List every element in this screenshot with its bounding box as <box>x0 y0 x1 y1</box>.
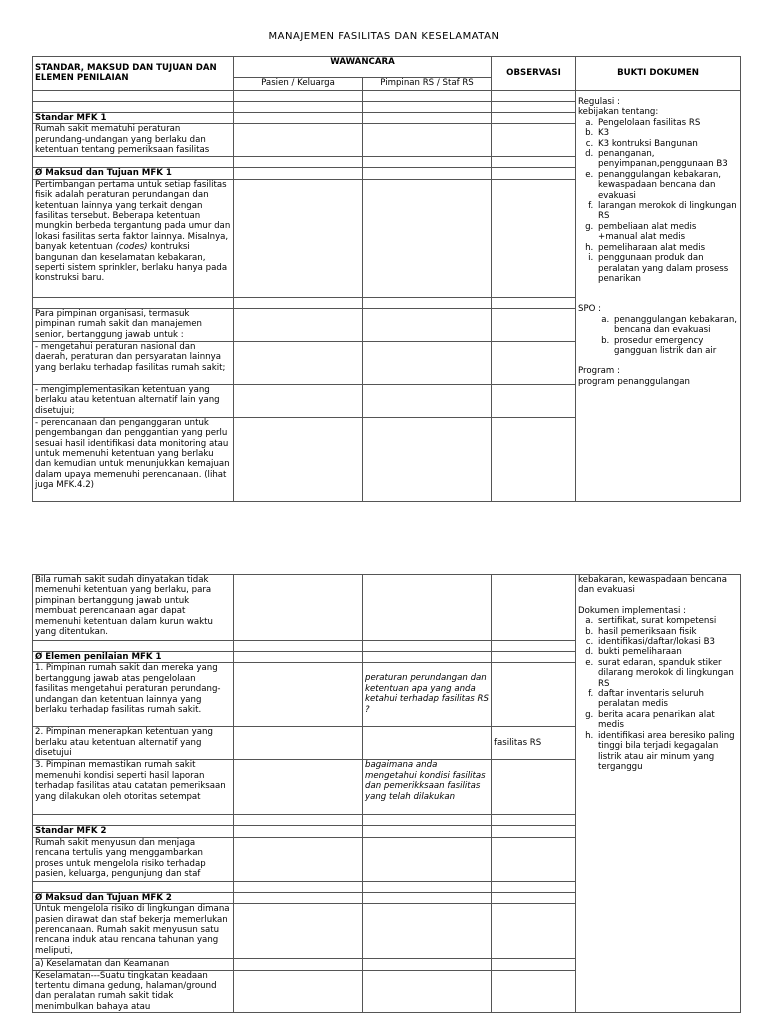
ep2-text: 2. Pimpinan menerapkan ketentuan yang berlaku atau ketentuan alternatif yang disetujui <box>33 727 234 760</box>
page2-table <box>32 574 741 1013</box>
standar-mfk2-text: Rumah sakit menyusun dan menjaga rencana tertulis yang menggambarkan proses untuk mengelola risiko terhadap pasien, keluarga, pengunjung dan staf <box>33 837 234 881</box>
list-item: c. identifikasi/daftar/lokasi B3 <box>596 637 738 647</box>
ep3-text: 3. Pimpinan memastikan rumah sakit memenuhi kondisi seperti hasil laporan terhadap fasilitas atau catatan pemeriksaan yang dilakukan oleh otoritas setempat <box>33 760 234 815</box>
maksud-mfk2-heading: Ø Maksud dan Tujuan MFK 2 <box>33 892 234 903</box>
kebijakan-list <box>578 118 738 285</box>
header-pasien: Pasien / Keluarga <box>234 78 363 91</box>
list-item: f. daftar inventaris seluruh peralatan medis <box>596 689 738 710</box>
para-pimpinan-text: Para pimpinan organisasi, termasuk pimpinan rumah sakit dan manajemen senior, bertanggung jawab untuk : <box>33 308 234 341</box>
list-item: a. penanggulangan kebakaran, bencana dan evakuasi <box>612 315 738 336</box>
maksud-mfk2-text: Untuk mengelola risiko di lingkungan dimana pasien dirawat dan staf bekerja memerlukan perencanaan. Rumah sakit menyusun satu rencana induk atau rencana tahunan yang meliputi, <box>33 904 234 959</box>
bukti-continued: kebakaran, kewaspadaan bencana dan evakuasi <box>578 575 727 596</box>
header-bukti: BUKTI DOKUMEN <box>576 57 741 91</box>
list-item: c. K3 kontruksi Bangunan <box>596 139 738 149</box>
list-item: b. prosedur emergency gangguan listrik dan air <box>612 336 738 357</box>
standar-mfk1-text: Rumah sakit mematuhi peraturan perundang-undangan yang berlaku dan ketentuan tentang pemeriksaan fasilitas <box>33 124 234 157</box>
list-item: f. larangan merokok di lingkungan RS <box>596 201 738 222</box>
header-pimpinan: Pimpinan RS / Staf RS <box>363 78 492 91</box>
bukti-dokumen-cell-2 <box>576 575 741 1013</box>
header-observasi: OBSERVASI <box>492 57 576 91</box>
list-item: b. hasil pemeriksaan fisik <box>596 627 738 637</box>
regulasi-label: Regulasi : <box>578 97 620 107</box>
program-text: program penanggulangan <box>578 376 690 387</box>
kebijakan-label: kebijakan tentang: <box>578 107 659 118</box>
standar-mfk2-heading: Standar MFK 2 <box>33 826 234 837</box>
spo-label: SPO : <box>578 304 602 315</box>
header-wawancara: WAWANCARA <box>234 57 492 78</box>
bila-text: Bila rumah sakit sudah dinyatakan tidak memenuhi ketentuan yang berlaku, para pimpinan bertanggung jawab untuk membuat perencanaan agar dapat memenuhi ketentuan dalam kurun waktu yang ditentukan. <box>33 575 234 641</box>
standar-mfk1-heading: Standar MFK 1 <box>33 113 234 124</box>
bukti-dokumen-cell <box>576 91 741 502</box>
list-item: h. pemeliharaan alat medis <box>596 243 738 253</box>
list-item: d. bukti pemeliharaan <box>596 647 738 657</box>
list-item: g. pembeliaan alat medis +manual alat medis <box>596 222 738 243</box>
list-item: d. penanganan, penyimpanan,penggunaan B3 <box>596 149 738 170</box>
ep1-text: 1. Pimpinan rumah sakit dan mereka yang bertanggung jawab atas pengelolaan fasilitas mengetahui peraturan perundang-undangan dan ketentuan lainnya yang berlaku terhadap fasilitas rumah sakit. <box>33 663 234 727</box>
dokumen-list <box>578 616 738 772</box>
list-item: i. penggunaan produk dan peralatan yang dalam prosess penarikan <box>596 253 738 284</box>
dash-item-1: - mengetahui peraturan nasional dan daerah, peraturan dan persyaratan lainnya yang berlaku terhadap fasilitas rumah sakit; <box>33 341 234 384</box>
dokumen-implementasi-label: Dokumen implementasi : <box>578 605 686 616</box>
page1-table <box>32 56 741 502</box>
program-label: Program : <box>578 366 620 377</box>
dash-item-2: - mengimplementasikan ketentuan yang berlaku atau ketentuan alternatif lain yang disetujui; <box>33 384 234 417</box>
maksud-mfk1-heading: Ø Maksud dan Tujuan MFK 1 <box>33 168 234 179</box>
ep1-wawancara: peraturan perundangan dan ketentuan apa yang anda ketahui terhadap fasilitas RS ? <box>363 663 492 727</box>
keselamatan-text: Keselamatan---Suatu tingkatan keadaan tertentu dimana gedung, halaman/ground dan peralatan rumah sakit tidak menimbulkan bahaya atau <box>33 970 234 1013</box>
elemen-mfk1-heading: Ø Elemen penilaian MFK 1 <box>33 652 234 663</box>
list-item: e. penanggulangan kebakaran, kewaspadaan bencana dan evakuasi <box>596 170 738 201</box>
item-a-text: a) Keselamatan dan Keamanan <box>33 959 234 970</box>
ep2-observasi: fasilitas RS <box>492 727 576 760</box>
dash-item-3: - perencanaan dan penganggaran untuk pengembangan dan penggantian yang perlu sesuai hasil identifikasi data monitoring atau untuk memenuhi ketentuan yang berlaku dan kemudian untuk menunjukkan kemajuan dalam upaya memenuhi perencanaan. (lihat juga MFK.4.2) <box>33 417 234 501</box>
document-title: MANAJEMEN FASILITAS DAN KESELAMATAN <box>268 31 500 42</box>
list-item: a. sertifikat, surat kompetensi <box>596 616 738 626</box>
list-item: b. K3 <box>596 128 738 138</box>
ep3-wawancara: bagaimana anda mengetahui kondisi fasilitas dan pemerikksaan fasilitas yang telah dilakukan <box>363 760 492 815</box>
maksud-mfk1-text: Pertimbangan pertama untuk setiap fasilitas fisik adalah peraturan perundangan dan ketentuan lainnya yang terkait dengan fasilitas tersebut. Beberapa ketentuan mungkin berbeda tergantung pada umur dan lokasi fasilitas serta faktor lainnya. Misalnya, banyak ketentuan (codes) kontruksi bangunan dan keselamatan kebakaran, seperti sistem sprinkler, berlaku hanya pada konstruksi baru. <box>33 179 234 297</box>
list-item: e. surat edaran, spanduk stiker dilarang merokok di lingkungan RS <box>596 658 738 689</box>
spo-list <box>578 315 738 357</box>
list-item: g. berita acara penarikan alat medis <box>596 710 738 731</box>
header-standar: STANDAR, MAKSUD DAN TUJUAN DAN ELEMEN PENILAIAN <box>33 57 234 91</box>
list-item: h. identifikasi area beresiko paling tinggi bila terjadi kegagalan listrik atau air minum yang terganggu <box>596 731 738 773</box>
list-item: a. Pengelolaan fasilitas RS <box>596 118 738 128</box>
